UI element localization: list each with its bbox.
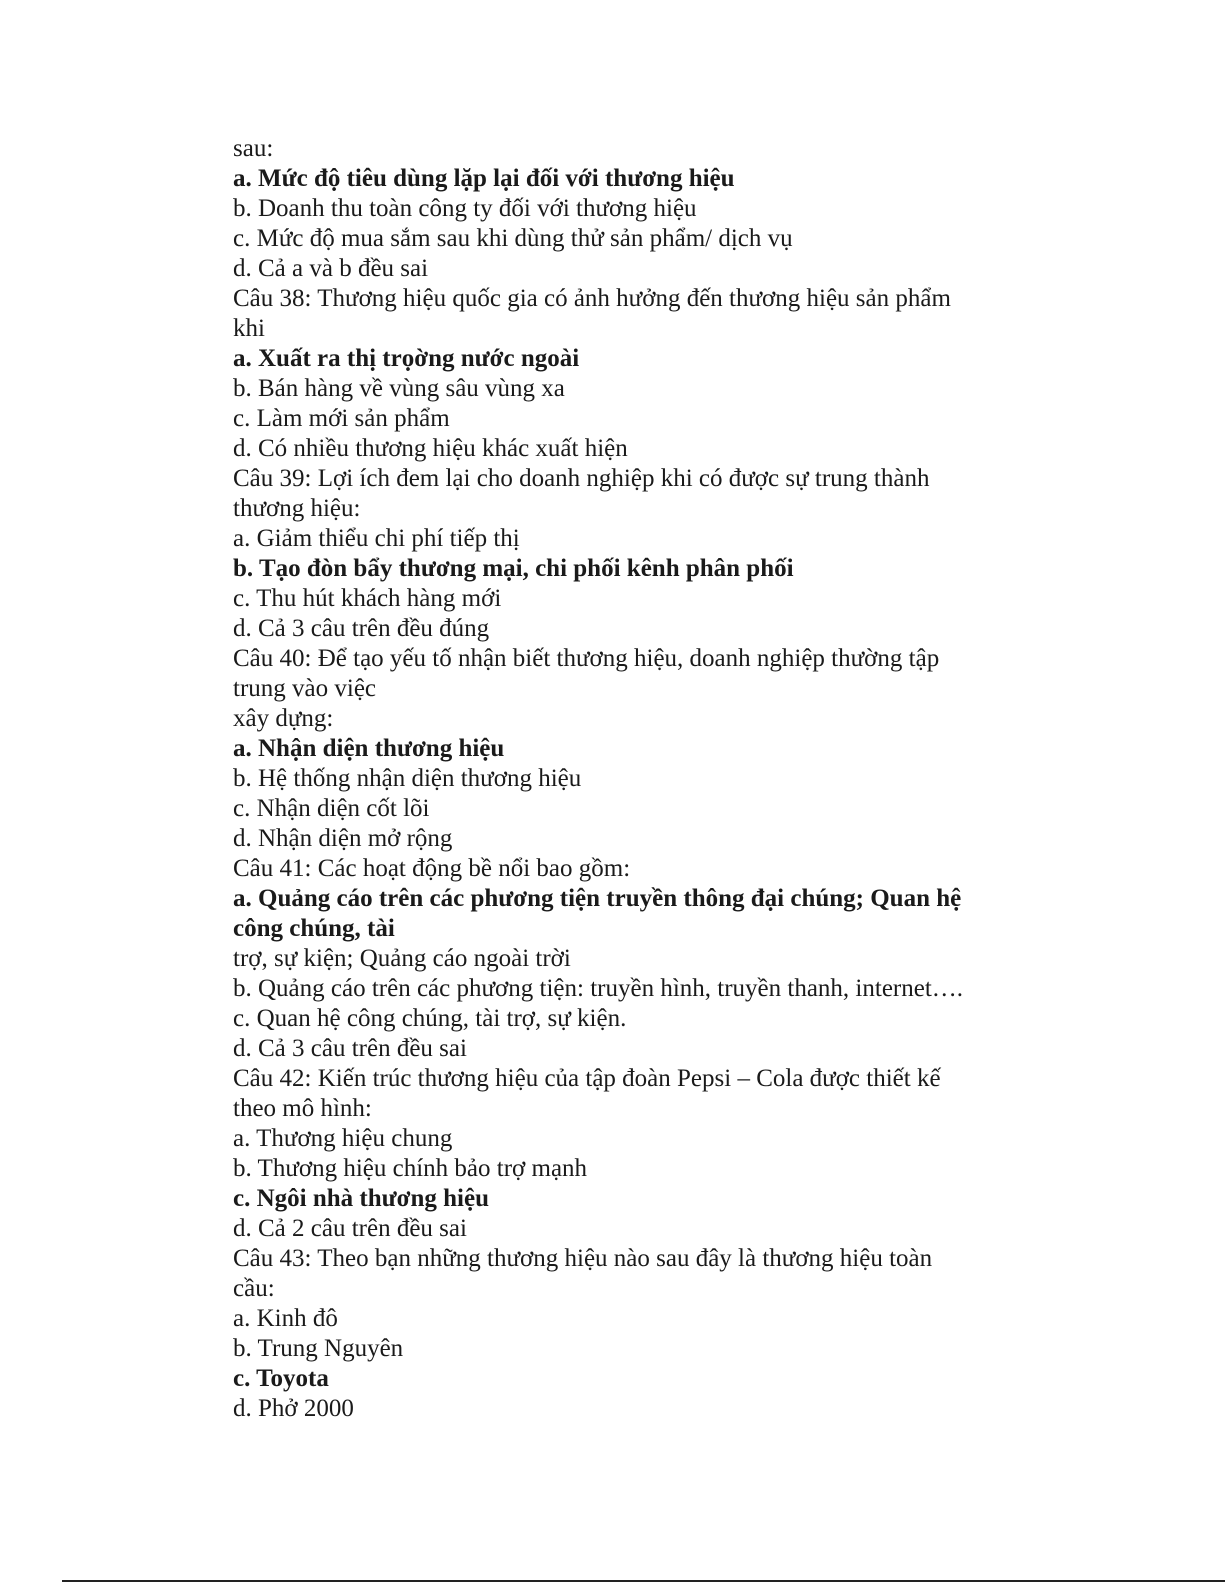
text-line: trung vào việc (233, 675, 377, 702)
text-line: thương hiệu: (233, 495, 361, 522)
answer-line-highlighted: công chúng, tài (233, 915, 395, 942)
text-line: c. Quan hệ công chúng, tài trợ, sự kiện. (233, 1005, 627, 1032)
text-line: b. Doanh thu toàn công ty đối với thương hiệu (233, 195, 697, 222)
text-line: a. Thương hiệu chung (233, 1125, 453, 1152)
text-line: b. Bán hàng về vùng sâu vùng xa (233, 375, 565, 402)
text-line: a. Kinh đô (233, 1305, 338, 1332)
text-line: d. Cả 3 câu trên đều sai (233, 1035, 467, 1062)
text-line: b. Quảng cáo trên các phương tiện: truyền hình, truyền thanh, internet…. (233, 975, 964, 1002)
text-line: d. Cả a và b đều sai (233, 255, 429, 282)
text-line: sau: (233, 135, 274, 162)
text-line: b. Hệ thống nhận diện thương hiệu (233, 765, 582, 792)
answer-line-highlighted: a. Xuất ra thị trọờng nước ngoài (233, 345, 580, 372)
text-line: cầu: (233, 1275, 275, 1302)
text-line: theo mô hình: (233, 1095, 372, 1122)
document-body (233, 134, 1008, 1424)
text-line: xây dựng: (233, 705, 334, 732)
answer-line-highlighted: a. Nhận diện thương hiệu (233, 735, 505, 762)
text-line: c. Nhận diện cốt lõi (233, 795, 430, 822)
text-line: d. Cả 3 câu trên đều đúng (233, 615, 490, 642)
answer-line-highlighted: a. Mức độ tiêu dùng lặp lại đối với thương hiệu (233, 165, 735, 192)
text-line: b. Thương hiệu chính bảo trợ mạnh (233, 1155, 588, 1182)
text-line: d. Có nhiều thương hiệu khác xuất hiện (233, 435, 628, 462)
text-line: Câu 40: Để tạo yếu tố nhận biết thương hiệu, doanh nghiệp thường tập (233, 645, 940, 672)
text-line: c. Làm mới sản phẩm (233, 405, 450, 432)
answer-line-highlighted: b. Tạo đòn bẩy thương mại, chi phối kênh phân phối (233, 555, 794, 582)
answer-line-highlighted: c. Ngôi nhà thương hiệu (233, 1185, 489, 1212)
text-line: Câu 42: Kiến trúc thương hiệu của tập đoàn Pepsi – Cola được thiết kế (233, 1065, 941, 1092)
text-line: trợ, sự kiện; Quảng cáo ngoài trời (233, 945, 571, 972)
text-line: d. Cả 2 câu trên đều sai (233, 1215, 467, 1242)
text-line: d. Phở 2000 (233, 1395, 354, 1422)
text-line: d. Nhận diện mở rộng (233, 825, 453, 852)
answer-line-highlighted: c. Toyota (233, 1365, 329, 1392)
text-line: Câu 43: Theo bạn những thương hiệu nào sau đây là thương hiệu toàn (233, 1245, 933, 1272)
text-line: c. Mức độ mua sắm sau khi dùng thử sản phẩm/ dịch vụ (233, 225, 793, 252)
text-line: khi (233, 315, 265, 342)
answer-line-highlighted: a. Quảng cáo trên các phương tiện truyền thông đại chúng; Quan hệ (233, 885, 962, 912)
text-line: c. Thu hút khách hàng mới (233, 585, 502, 612)
text-line: a. Giảm thiểu chi phí tiếp thị (233, 525, 520, 552)
text-line: Câu 41: Các hoạt động bề nổi bao gồm: (233, 855, 631, 882)
text-line: Câu 39: Lợi ích đem lại cho doanh nghiệp khi có được sự trung thành (233, 465, 930, 492)
text-line: b. Trung Nguyên (233, 1335, 404, 1362)
footer-divider (62, 1580, 1225, 1582)
text-line: Câu 38: Thương hiệu quốc gia có ảnh hưởng đến thương hiệu sản phẩm (233, 285, 951, 312)
